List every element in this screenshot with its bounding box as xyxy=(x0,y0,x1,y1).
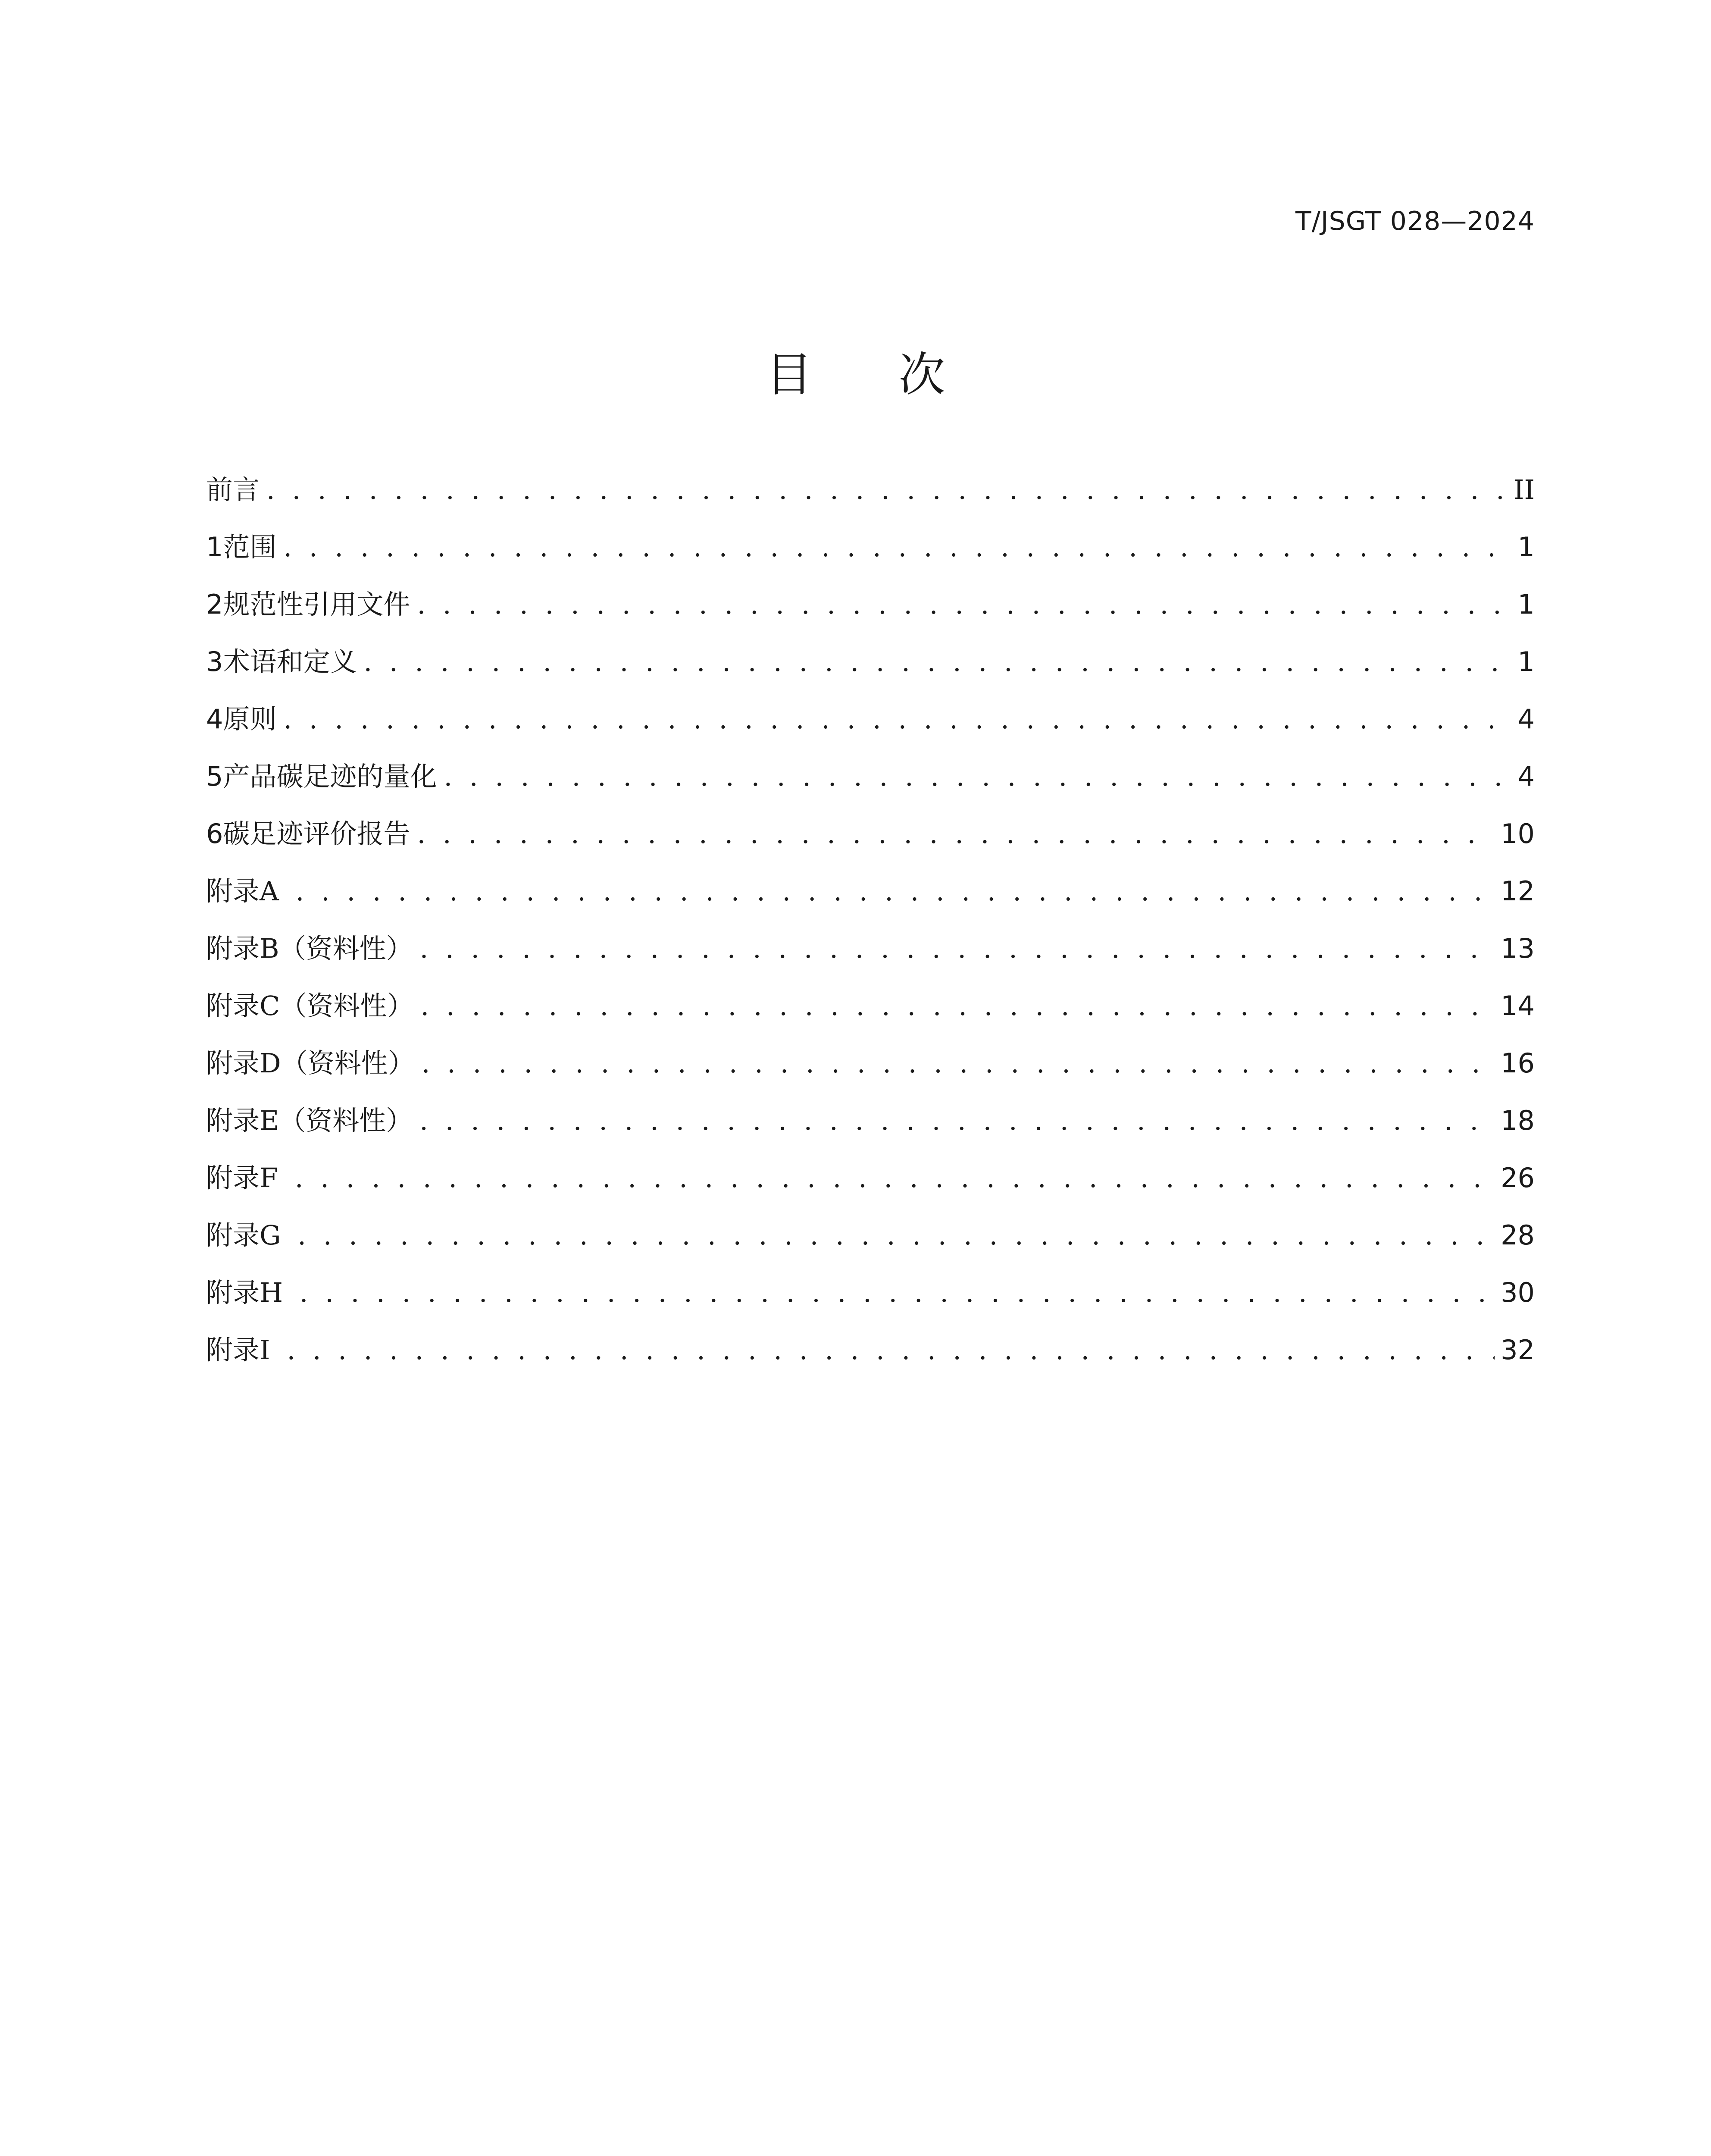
toc-annex-label-char-1: 附 xyxy=(206,1047,233,1079)
toc-clause-number: 5 xyxy=(206,761,223,792)
toc-page-number: 12 xyxy=(1501,875,1535,907)
toc-annex-letter: A xyxy=(260,875,279,907)
toc-page-number: 28 xyxy=(1501,1219,1535,1251)
toc-annex-letter: D xyxy=(260,1047,281,1079)
toc-page-number: 30 xyxy=(1501,1277,1535,1308)
toc-annex-label-char-1: 附 xyxy=(206,1219,233,1251)
toc-annex-label-char-2: 录 xyxy=(233,933,260,964)
toc-annex-label-char-1: 附 xyxy=(206,933,233,964)
dot-leader xyxy=(422,1046,1495,1081)
toc-preface-char-1: 前 xyxy=(206,474,233,505)
toc-page-number: 4 xyxy=(1517,761,1535,792)
dot-leader xyxy=(417,587,1511,622)
toc-annex-note: （资料性） xyxy=(279,1105,413,1136)
toc-clause-number: 6 xyxy=(206,818,223,849)
toc-entry-annex-h[interactable] xyxy=(206,1275,1535,1333)
toc-page-number: 16 xyxy=(1501,1047,1535,1079)
toc-page-number: 1 xyxy=(1517,531,1535,563)
document-code: T/JSGT 028—2024 xyxy=(1295,206,1535,236)
toc-page-number: 1 xyxy=(1517,589,1535,620)
toc-clause-number: 3 xyxy=(206,646,223,677)
dot-leader xyxy=(297,1218,1495,1253)
dot-leader xyxy=(266,473,1508,507)
toc-annex-letter: H xyxy=(260,1277,283,1308)
toc-entry-annex-d[interactable] xyxy=(206,1046,1535,1103)
toc-annex-label-char-1: 附 xyxy=(206,990,233,1022)
toc-clause-title: 范围 xyxy=(223,531,277,563)
toc-annex-label-char-1: 附 xyxy=(206,1277,233,1308)
toc-title-char-1: 目 xyxy=(766,348,813,402)
dot-leader xyxy=(419,1103,1495,1138)
dot-leader xyxy=(283,702,1511,736)
toc-page-number: 26 xyxy=(1501,1162,1535,1194)
dot-leader xyxy=(363,645,1511,679)
toc-entry-annex-f[interactable] xyxy=(206,1161,1535,1218)
dot-leader xyxy=(417,817,1495,851)
toc-entry-preface[interactable] xyxy=(206,473,1535,530)
dot-leader xyxy=(420,931,1495,966)
toc-entry-annex-g[interactable] xyxy=(206,1218,1535,1275)
toc-annex-letter: E xyxy=(260,1105,279,1136)
toc-entry-annex-c[interactable] xyxy=(206,989,1535,1046)
toc-annex-letter: C xyxy=(260,990,280,1022)
dot-leader xyxy=(295,1161,1495,1195)
toc-page-number: 4 xyxy=(1517,703,1535,735)
toc-clause-number: 4 xyxy=(206,703,223,735)
toc-entry-clause-2[interactable] xyxy=(206,587,1535,645)
dot-leader xyxy=(420,989,1495,1023)
dot-leader xyxy=(287,1333,1495,1367)
toc-clause-title: 术语和定义 xyxy=(223,646,357,677)
dot-leader xyxy=(444,759,1511,794)
toc-title-char-2: 次 xyxy=(898,348,945,402)
toc-entry-clause-6[interactable] xyxy=(206,817,1535,874)
toc-entry-annex-a[interactable] xyxy=(206,874,1535,931)
toc-annex-label-char-1: 附 xyxy=(206,1105,233,1136)
toc-page-number: 18 xyxy=(1501,1105,1535,1136)
toc-annex-letter: G xyxy=(260,1219,281,1251)
toc-entry-annex-i[interactable] xyxy=(206,1333,1535,1390)
toc-entry-clause-5[interactable] xyxy=(206,759,1535,817)
toc-annex-label-char-2: 录 xyxy=(233,1334,260,1366)
toc-annex-label-char-1: 附 xyxy=(206,1162,233,1194)
dot-leader xyxy=(296,874,1495,909)
toc-annex-label-char-1: 附 xyxy=(206,1334,233,1366)
toc-annex-label-char-2: 录 xyxy=(233,1219,260,1251)
toc-annex-label-char-2: 录 xyxy=(233,1162,260,1194)
toc-page-number: II xyxy=(1514,474,1535,505)
toc-annex-letter: B xyxy=(260,933,279,964)
toc-page-number: 10 xyxy=(1501,818,1535,849)
toc-annex-label-char-2: 录 xyxy=(233,1105,260,1136)
table-of-contents xyxy=(206,473,1535,1390)
toc-entry-annex-e[interactable] xyxy=(206,1103,1535,1161)
dot-leader xyxy=(300,1275,1495,1310)
toc-annex-note: （资料性） xyxy=(280,990,414,1022)
toc-annex-label-char-2: 录 xyxy=(233,1047,260,1079)
toc-preface-char-2: 言 xyxy=(233,474,260,505)
dot-leader xyxy=(283,530,1511,564)
toc-entry-annex-b[interactable] xyxy=(206,931,1535,989)
toc-annex-letter: I xyxy=(260,1334,270,1366)
toc-clause-title: 原则 xyxy=(223,703,277,735)
toc-clause-title: 产品碳足迹的量化 xyxy=(223,761,437,792)
toc-entry-clause-1[interactable] xyxy=(206,530,1535,587)
toc-page-number: 1 xyxy=(1517,646,1535,677)
toc-annex-note: （资料性） xyxy=(279,933,413,964)
toc-clause-number: 1 xyxy=(206,531,223,563)
toc-annex-label-char-2: 录 xyxy=(233,875,260,907)
toc-clause-number: 2 xyxy=(206,589,223,620)
toc-annex-label-char-2: 录 xyxy=(233,1277,260,1308)
toc-annex-letter: F xyxy=(260,1162,278,1194)
toc-entry-clause-4[interactable] xyxy=(206,702,1535,759)
toc-page-number: 32 xyxy=(1501,1334,1535,1366)
toc-page-number: 14 xyxy=(1501,990,1535,1022)
toc-entry-clause-3[interactable] xyxy=(206,645,1535,702)
toc-annex-note: （资料性） xyxy=(281,1047,415,1079)
toc-clause-title: 碳足迹评价报告 xyxy=(223,818,410,849)
toc-title xyxy=(0,345,1711,405)
toc-annex-label-char-1: 附 xyxy=(206,875,233,907)
toc-clause-title: 规范性引用文件 xyxy=(223,589,410,620)
toc-page-number: 13 xyxy=(1501,933,1535,964)
toc-annex-label-char-2: 录 xyxy=(233,990,260,1022)
